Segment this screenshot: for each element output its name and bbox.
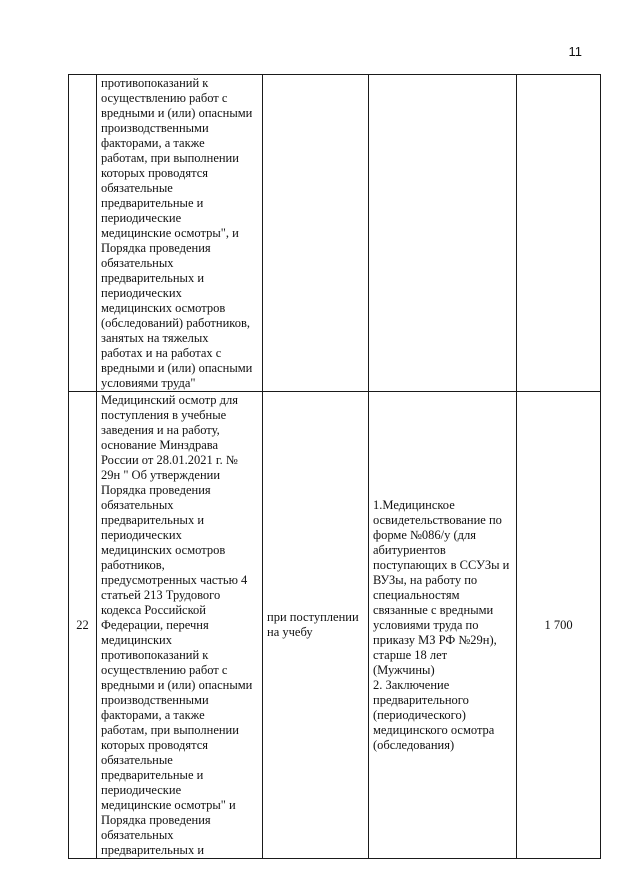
text-line: периодических: [101, 528, 182, 542]
text-line: периодические: [101, 783, 182, 797]
text-line: медицинских осмотров: [101, 543, 226, 557]
text-line: (обследований) работников,: [101, 316, 250, 330]
text-line: предварительные и: [101, 768, 204, 782]
text-line: обязательные: [101, 181, 173, 195]
text-line: на учебу: [267, 625, 313, 639]
text-line: кодекса Российской: [101, 603, 206, 617]
text-line: которых проводятся: [101, 166, 209, 180]
price-cell: [517, 75, 601, 392]
text-line: (периодического): [373, 707, 466, 722]
text-line: медицинские осмотры" и: [101, 798, 236, 812]
text-line: освидетельствование по: [373, 512, 502, 527]
text-line: работам, при выполнении: [101, 723, 239, 737]
text-line: противопоказаний к: [101, 648, 209, 662]
text-line: вредными и (или) опасными: [101, 678, 253, 692]
text-line: (обследования): [373, 737, 455, 752]
text-line: медицинских: [101, 633, 172, 647]
text-line: условиями труда по: [373, 617, 479, 632]
text-line: 29н " Об утверждении: [101, 468, 221, 482]
text-line: осуществлению работ с: [101, 91, 228, 105]
text-line: Порядка проведения: [101, 813, 211, 827]
text-line: абитуриентов: [373, 542, 446, 557]
text-line: медицинских осмотров: [101, 301, 226, 315]
text-line: медицинские осмотры", и: [101, 226, 239, 240]
text-line: медицинского осмотра: [373, 722, 495, 737]
text-line: обязательных: [101, 256, 174, 270]
text-line: Порядка проведения: [101, 483, 211, 497]
text-line: приказу МЗ РФ №29н),: [373, 632, 497, 647]
text-line: работам, при выполнении: [101, 151, 239, 165]
text-line: 1.Медицинское: [373, 497, 455, 512]
text-line: России от 28.01.2021 г. №: [101, 453, 238, 467]
text-line: предварительных и: [101, 271, 205, 285]
documents-cell: [369, 75, 517, 392]
table-row: [69, 75, 601, 392]
text-line: Порядка проведения: [101, 241, 211, 255]
text-line: форме №086/у (для: [373, 527, 477, 542]
text-line: обязательных: [101, 828, 174, 842]
text-line: предварительные и: [101, 196, 204, 210]
text-line: работников,: [101, 558, 165, 572]
text-line: предварительных и: [101, 843, 205, 857]
text-line: Медицинский осмотр для: [101, 393, 239, 407]
price-cell: 1 700: [517, 392, 601, 859]
page-number: 11: [568, 44, 582, 59]
text-line: осуществлению работ с: [101, 663, 228, 677]
text-line: Федерации, перечня: [101, 618, 209, 632]
row-number: 22: [69, 392, 97, 859]
text-line: обязательные: [101, 753, 173, 767]
text-line: заведения и на работу,: [101, 423, 220, 437]
text-line: предварительного: [373, 692, 469, 707]
text-line: вредными и (или) опасными: [101, 106, 253, 120]
text-line: связанные с вредными: [373, 602, 494, 617]
text-line: занятых на тяжелых: [101, 331, 209, 345]
text-line: которых проводятся: [101, 738, 209, 752]
documents-cell: [369, 392, 517, 859]
text-line: обязательных: [101, 498, 174, 512]
text-line: условиями труда": [101, 376, 196, 390]
table-row: [69, 392, 601, 859]
text-line: поступления в учебные: [101, 408, 227, 422]
text-line: основание Минздрава: [101, 438, 219, 452]
text-line: предусмотренных частью 4: [101, 573, 248, 587]
text-line: специальностям: [373, 587, 460, 602]
text-line: статьей 213 Трудового: [101, 588, 221, 602]
text-line: производственными: [101, 693, 209, 707]
text-line: 2. Заключение: [373, 677, 450, 692]
condition-cell: [263, 75, 369, 392]
text-line: вредными и (или) опасными: [101, 361, 253, 375]
text-line: при поступлении: [267, 610, 359, 624]
services-table: [68, 74, 601, 859]
text-line: старше 18 лет: [373, 647, 448, 662]
text-line: поступающих в ССУЗы и: [373, 557, 510, 572]
text-line: периодических: [101, 286, 182, 300]
service-name: [97, 392, 263, 859]
text-line: факторами, а также: [101, 708, 205, 722]
condition-cell: [263, 392, 369, 859]
text-line: ВУЗы, на работу по: [373, 572, 478, 587]
row-number: [69, 75, 97, 392]
service-name: [97, 75, 263, 392]
text-line: производственными: [101, 121, 209, 135]
text-line: работах и на работах с: [101, 346, 222, 360]
text-line: предварительных и: [101, 513, 205, 527]
text-line: периодические: [101, 211, 182, 225]
text-line: (Мужчины): [373, 662, 435, 677]
text-line: противопоказаний к: [101, 76, 209, 90]
text-line: факторами, а также: [101, 136, 205, 150]
